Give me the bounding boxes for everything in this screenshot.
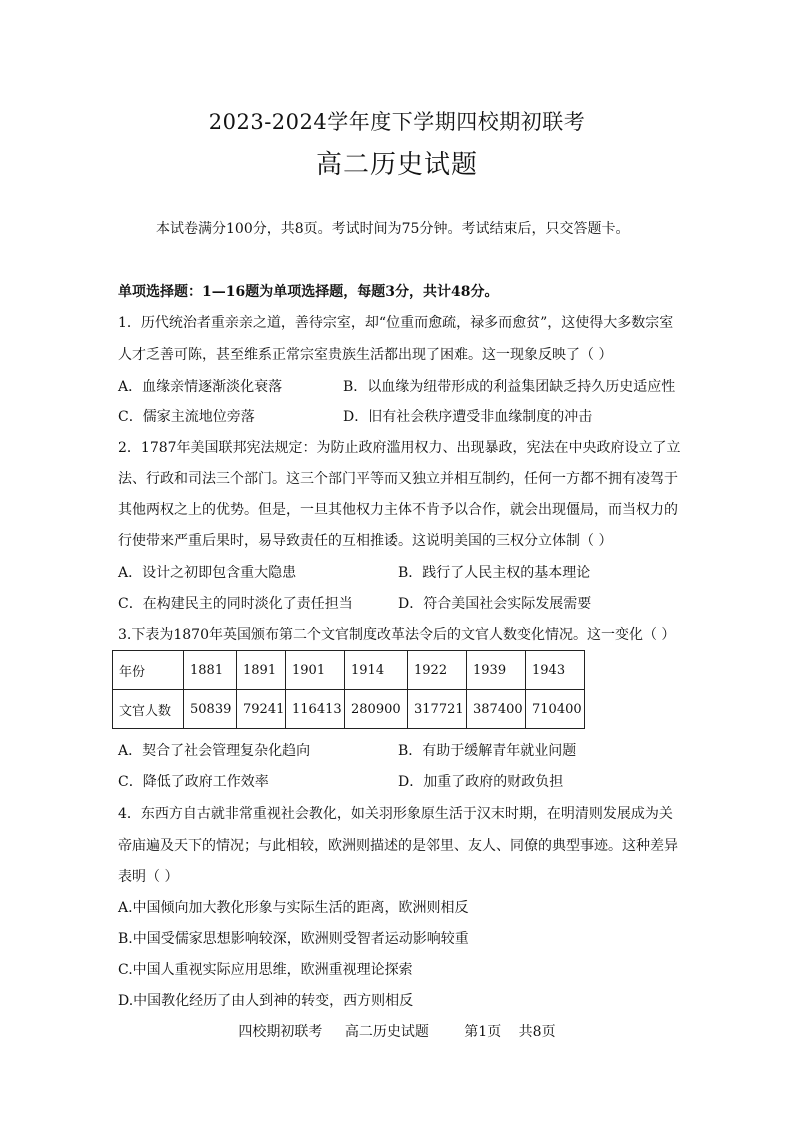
footer-subject: 高二历史试题 — [344, 1024, 429, 1040]
q4-option-d: D.中国教化经历了由人到神的转变，西方则相反 — [118, 993, 414, 1009]
q1-option-d: D．旧有社会秩序遭受非血缘制度的冲击 — [343, 409, 593, 425]
count-cell: 280900 — [345, 690, 408, 729]
exam-notice: 本试卷满分100分，共8页。考试时间为75分钟。考试结束后，只交答题卡。 — [156, 221, 630, 237]
civil-servant-table — [112, 650, 585, 729]
q2-option-d: D．符合美国社会实际发展需要 — [398, 596, 592, 612]
exam-title: 2023-2024学年度下学期四校期初联考 — [208, 110, 586, 134]
year-cell: 1901 — [286, 651, 345, 690]
count-cell: 50839 — [184, 690, 237, 729]
row-header-year: 年份 — [113, 651, 184, 690]
year-cell: 1891 — [237, 651, 286, 690]
year-cell: 1914 — [345, 651, 408, 690]
q3-option-c: C．降低了政府工作效率 — [118, 774, 269, 790]
q2-line-4: 行使带来严重后果时，易导致责任的互相推诿。这说明美国的三权分立体制（ ） — [118, 533, 613, 549]
q4-option-c: C.中国人重视实际应用思维，欧洲重视理论探索 — [118, 962, 413, 978]
q2-option-b: B．践行了人民主权的基本理论 — [398, 565, 591, 581]
year-cell: 1881 — [184, 651, 237, 690]
subject-title: 高二历史试题 — [315, 150, 478, 180]
q3-option-b: B．有助于缓解青年就业问题 — [398, 743, 577, 759]
q1-option-b: B．以血缘为纽带形成的利益集团缺乏持久历史适应性 — [343, 379, 676, 395]
count-cell: 317721 — [408, 690, 467, 729]
year-cell: 1943 — [526, 651, 585, 690]
footer-total-pages: 共8页 — [518, 1024, 556, 1040]
q3-option-d: D．加重了政府的财政负担 — [398, 774, 564, 790]
footer-exam: 四校期初联考 — [238, 1024, 323, 1040]
count-cell: 116413 — [286, 690, 345, 729]
count-cell: 710400 — [526, 690, 585, 729]
q3-option-a: A．契合了社会管理复杂化趋向 — [118, 743, 311, 759]
page-footer — [0, 1021, 794, 1041]
table-row-years — [113, 651, 585, 690]
q1-line-2: 人才乏善可陈，甚至维系正常宗室贵族生活都出现了困难。这一现象反映了（ ） — [118, 347, 613, 363]
q2-option-a: A．设计之初即包含重大隐患 — [118, 565, 297, 581]
q1-option-a: A．血缘亲情逐渐淡化衰落 — [118, 379, 283, 395]
table-row-counts — [113, 690, 585, 729]
q1-option-c: C．儒家主流地位旁落 — [118, 409, 255, 425]
q1-line-1: 1．历代统治者重亲亲之道，善待宗室，却“位重而愈疏，禄多而愈贫”，这使得大多数宗室 — [118, 315, 674, 331]
q4-line-1: 4．东西方自古就非常重视社会教化，如关羽形象原生活于汉末时期，在明清则发展成为关 — [118, 806, 673, 822]
count-cell: 387400 — [467, 690, 526, 729]
q2-option-c: C．在构建民主的同时淡化了责任担当 — [118, 596, 353, 612]
count-cell: 79241 — [237, 690, 286, 729]
q2-line-3: 其他两权之上的优势。但是，一旦其他权力主体不肯予以合作，就会出现僵局，而当权力的 — [118, 502, 678, 518]
footer-page-number: 第1页 — [464, 1024, 502, 1040]
q2-line-2: 法、行政和司法三个部门。这三个部门平等而又独立并相互制约，任何一方都不拥有凌驾于 — [118, 471, 678, 487]
year-cell: 1922 — [408, 651, 467, 690]
q4-option-a: A.中国倾向加大教化形象与实际生活的距离，欧洲则相反 — [118, 900, 469, 916]
q4-line-2: 帝庙遍及天下的情况；与此相较，欧洲则描述的是邻里、友人、同僚的典型事迹。这种差异 — [118, 838, 678, 854]
row-header-count: 文官人数 — [113, 690, 184, 729]
q3-line-1: 3.下表为1870年英国颁布第二个文官制度改革法令后的文官人数变化情况。这一变化（ ） — [118, 627, 676, 643]
section-heading: 单项选择题：1—16题为单项选择题，每题3分，共计48分。 — [118, 284, 499, 300]
q4-line-3: 表明（ ） — [118, 869, 179, 885]
q2-line-1: 2．1787年美国联邦宪法规定：为防止政府滥用权力、出现暴政，宪法在中央政府设立了立 — [118, 440, 681, 456]
year-cell: 1939 — [467, 651, 526, 690]
q4-option-b: B.中国受儒家思想影响较深，欧洲则受智者运动影响较重 — [118, 931, 469, 947]
